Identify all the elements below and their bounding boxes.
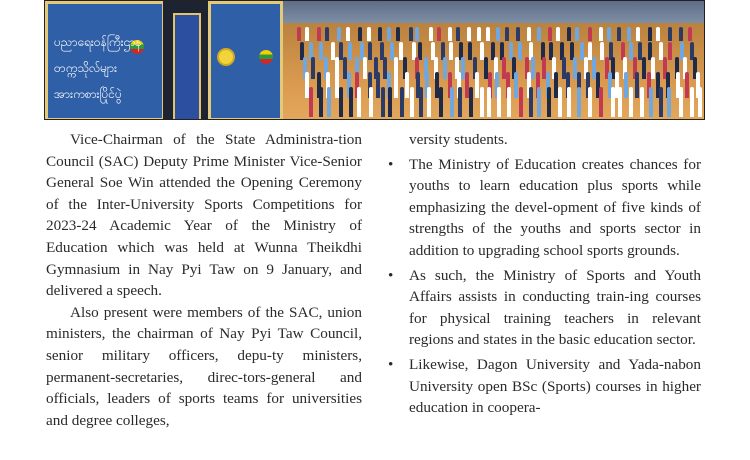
athlete-figure — [659, 42, 663, 60]
bullet-item — [388, 154, 701, 262]
athlete-figure — [542, 57, 546, 79]
athlete-figure — [410, 87, 414, 117]
athlete-figure — [477, 27, 481, 41]
athlete-figure — [439, 87, 443, 117]
athlete-figure — [480, 87, 484, 117]
athlete-figure — [331, 42, 335, 60]
banner-line-1: ပညာရေးဝန်ကြီးဌာန — [54, 35, 142, 49]
athlete-figure — [599, 27, 603, 41]
athlete-figure — [346, 27, 350, 41]
athlete-figure — [339, 87, 343, 117]
athlete-figure — [688, 27, 692, 41]
banner-line-3: အားကစားပြိုင်ပွဲ — [54, 87, 122, 101]
athlete-figure — [618, 87, 622, 117]
athlete-figure — [529, 87, 533, 117]
athlete-figure — [450, 87, 454, 117]
athlete-figure — [378, 27, 382, 41]
athlete-figure — [387, 27, 391, 41]
left-banner — [45, 1, 165, 120]
banner-line-2: တက္ကသိုလ်များ — [54, 61, 118, 75]
athlete-figure — [629, 87, 633, 117]
article-right-column — [388, 129, 701, 422]
athlete-figure — [415, 27, 419, 41]
athlete-figure — [502, 57, 506, 79]
athlete-figure — [443, 57, 447, 79]
athlete-figure — [358, 27, 362, 41]
athlete-figure — [547, 87, 551, 117]
athlete-figure — [357, 87, 361, 117]
right-banner — [208, 1, 283, 120]
bullet-icon: • — [388, 155, 394, 173]
athlete-figure — [468, 42, 472, 60]
athlete-figure — [405, 72, 409, 98]
paragraph-2: Also present were members of the SAC, union ministers, the chairman of Nay Pyi Taw Council, senior military officers, depu-ty ministers, permanent-secretaries, direc-tors-general and officials, leaders of sports teams for universities and degree colleges, — [46, 303, 362, 429]
athlete-figure — [527, 27, 531, 41]
athlete-figure — [458, 87, 462, 117]
athlete-figure — [388, 87, 392, 117]
athlete-figure — [611, 87, 615, 117]
athlete-figure — [519, 87, 523, 117]
athlete-figure — [363, 57, 367, 79]
athlete-figure — [577, 87, 581, 117]
athlete-figure — [668, 27, 672, 41]
athlete-figure — [698, 87, 702, 117]
athlete-figure — [575, 27, 579, 41]
athlete-figure — [627, 27, 631, 41]
athlete-figure — [429, 27, 433, 41]
athlete-figure — [305, 72, 309, 98]
athlete-figure — [311, 57, 315, 79]
athlete-figure — [337, 27, 341, 41]
bullet-icon: • — [388, 355, 394, 373]
athlete-figure — [567, 27, 571, 41]
athlete-figure — [599, 87, 603, 117]
athlete-figure — [516, 27, 520, 41]
athlete-figure — [685, 72, 689, 98]
athlete-figure — [400, 87, 404, 117]
athlete-figure — [327, 87, 331, 117]
athlete-figure — [367, 27, 371, 41]
athlete-figure — [319, 42, 323, 60]
athlete-figure — [486, 27, 490, 41]
athlete-figure — [548, 27, 552, 41]
athlete-figure — [659, 87, 663, 117]
athlete-figure — [636, 27, 640, 41]
athlete-figure — [297, 27, 301, 41]
bullet-icon: • — [388, 266, 394, 284]
myanmar-flag-icon — [259, 50, 273, 64]
athlete-figure — [607, 27, 611, 41]
athlete-figure — [656, 27, 660, 41]
paragraph-1: Vice-Chairman of the State Administra-tion Council (SAC) Deputy Prime Minister Vice-Senior General Soe Win attended the Opening Ceremony of the Inter-University Sports Competitions for 2023-24 Academic Year of the Ministry of Education which was held at Wunna Theikdhi Gymnasium in Nay Pyi Taw on 9 January, and delivered a speech. — [46, 131, 362, 300]
athlete-figure — [437, 27, 441, 41]
athlete-figure — [667, 87, 671, 117]
bullet-text: As such, the Ministry of Sports and Youth Affairs assists in conducting train-ing courses for physical training teachers in relevant regions and states in the basic education sector. — [409, 266, 701, 349]
athlete-figure — [469, 87, 473, 117]
athlete-figure — [679, 27, 683, 41]
bullet-item — [388, 354, 701, 419]
athlete-figure — [588, 87, 592, 117]
athlete-figure — [368, 42, 372, 60]
athlete-figure — [317, 27, 321, 41]
athlete-figure — [348, 42, 352, 60]
athlete-figure — [507, 87, 511, 117]
athlete-figure — [409, 27, 413, 41]
athlete-figure — [396, 27, 400, 41]
athlete-figure — [679, 87, 683, 117]
athlete-figure — [319, 87, 323, 117]
bullet-item — [388, 265, 701, 351]
event-photo — [44, 0, 705, 120]
athlete-figure — [668, 42, 672, 60]
athlete-figure — [567, 87, 571, 117]
athlete-figure — [496, 27, 500, 41]
athlete-figure — [381, 87, 385, 117]
continued-text: versity students. — [409, 131, 508, 148]
article-left-column — [46, 129, 362, 431]
athlete-figure — [600, 42, 604, 60]
athlete-figure — [325, 27, 329, 41]
athlete-figure — [376, 72, 380, 98]
athlete-figure — [642, 57, 646, 79]
athlete-figure — [309, 87, 313, 117]
athlete-figure — [690, 87, 694, 117]
athlete-figure — [399, 42, 403, 60]
bullet-text: The Ministry of Education creates chances for youths to learn education plus sports while emphasizing the devel-opment of five kinds of strengths of the youths and sports sector in addition to upgrading school sports grounds. — [409, 155, 701, 259]
athlete-figure — [369, 87, 373, 117]
bullet-text: Likewise, Dagon University and Yada-nabon University open BSc (Sports) courses in higher education in coopera- — [409, 355, 701, 417]
athlete-figure — [497, 87, 501, 117]
athlete-figure — [537, 27, 541, 41]
athlete-figure — [617, 27, 621, 41]
athlete-figure — [475, 72, 479, 98]
athlete-figure — [427, 87, 431, 117]
athlete-figure — [487, 87, 491, 117]
athlete-figure — [456, 27, 460, 41]
athlete-figure — [635, 72, 639, 98]
athlete-figure — [651, 57, 655, 79]
athlete-figure — [449, 42, 453, 60]
athlete-figure — [514, 72, 518, 98]
athlete-figure — [531, 57, 535, 79]
athlete-figure — [394, 72, 398, 98]
athlete-figure — [649, 87, 653, 117]
emblem-icon — [217, 48, 235, 66]
athlete-figure — [558, 87, 562, 117]
athlete-figure — [305, 27, 309, 41]
athlete-figure — [505, 27, 509, 41]
athlete-figure — [537, 87, 541, 117]
athlete-figure — [624, 72, 628, 98]
athlete-figure — [419, 87, 423, 117]
athlete-figure — [349, 87, 353, 117]
athlete-figure — [467, 27, 471, 41]
athlete-figure — [518, 42, 522, 60]
athlete-figure — [640, 87, 644, 117]
athlete-figure — [648, 27, 652, 41]
athlete-figure — [588, 27, 592, 41]
athlete-figure — [448, 27, 452, 41]
athlete-figure — [580, 42, 584, 60]
athlete-figure — [556, 27, 560, 41]
podium — [173, 13, 201, 120]
